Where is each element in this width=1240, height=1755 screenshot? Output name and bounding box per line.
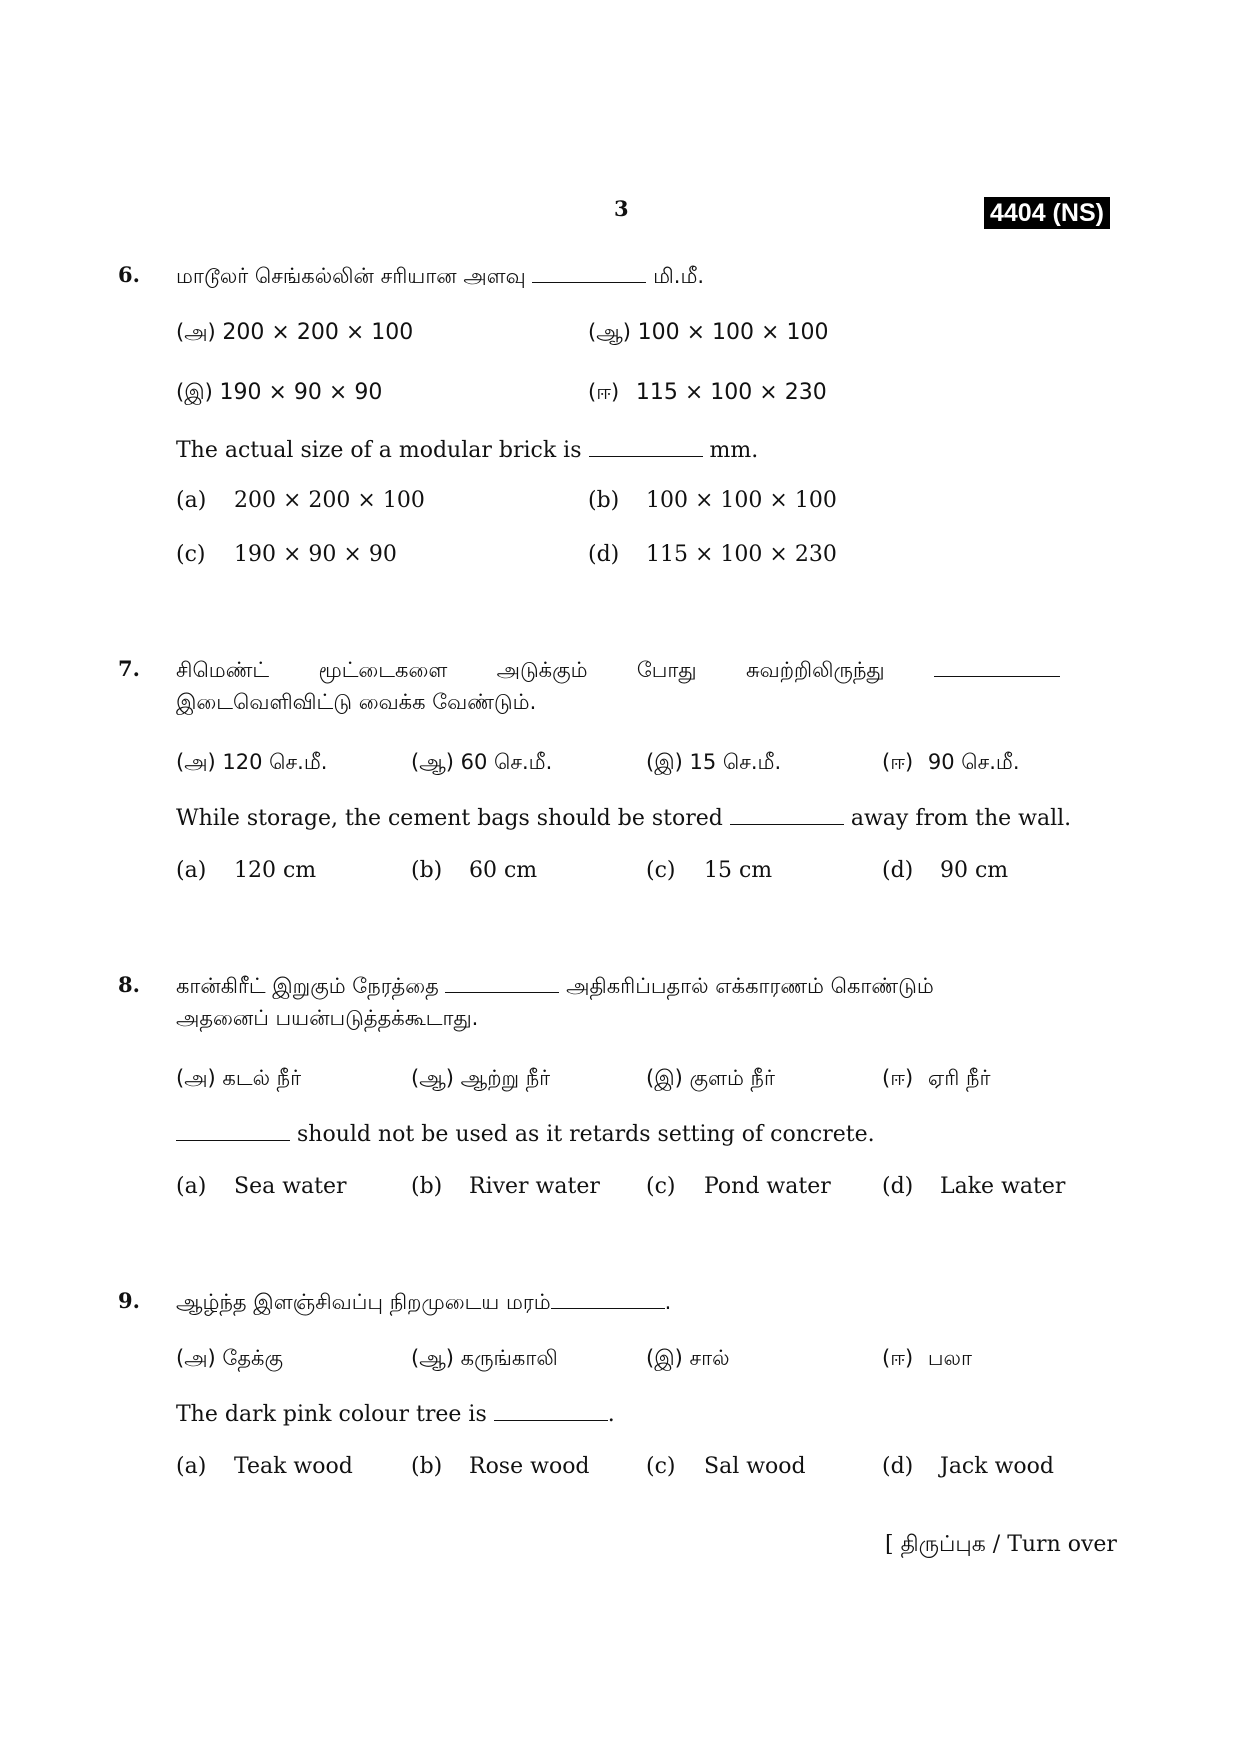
question-8-tamil-line-2: அதனைப் பயன்படுத்தக்கூடாது. <box>176 1006 479 1030</box>
question-7-tamil-option-2: (ஆ) 60 செ.மீ. <box>411 750 553 774</box>
answer-blank <box>532 262 646 283</box>
question-9-tamil-option-1: (அ) தேக்கு <box>176 1346 283 1370</box>
question-8-tamil-option-3: (இ) குளம் நீர் <box>646 1066 775 1090</box>
question-8-tamil-option-2: (ஆ) ஆற்று நீர் <box>411 1066 551 1090</box>
question-9-tamil-option-3: (இ) சால் <box>646 1346 730 1370</box>
turn-over-note: [ திருப்புக / Turn over <box>885 1532 1117 1557</box>
answer-blank <box>934 656 1060 677</box>
question-6-tamil-option-1: (அ) 200 × 200 × 100 <box>176 320 414 345</box>
question-7-tamil-option-1: (அ) 120 செ.மீ. <box>176 750 328 774</box>
question-8-option-a: (a) Sea water <box>176 1174 347 1199</box>
question-6-tamil-option-2: (ஆ) 100 × 100 × 100 <box>588 320 829 345</box>
question-7-tamil-line-2: இடைவெளிவிட்டு வைக்க வேண்டும். <box>176 690 537 714</box>
question-9-tamil-option-2: (ஆ) கருங்காலி <box>411 1346 558 1370</box>
page-number: 3 <box>614 196 629 221</box>
question-6-english-unit: mm. <box>709 438 759 463</box>
question-6-number: 6. <box>118 262 140 287</box>
question-6-tamil-option-4: (ஈ) 115 × 100 × 230 <box>588 380 827 405</box>
question-6-tamil-stem: மாடூலர் செங்கல்லின் சரியான அளவு <box>176 264 526 288</box>
question-8-number: 8. <box>118 972 140 997</box>
question-9-tamil-text: ஆழ்ந்த இளஞ்சிவப்பு நிறமுடைய மரம் . <box>176 1290 672 1314</box>
question-6-option-a: (a) 200 × 200 × 100 <box>176 488 425 513</box>
question-7-option-a: (a) 120 cm <box>176 858 317 883</box>
question-7-number: 7. <box>118 656 140 681</box>
question-9-option-c: (c) Sal wood <box>646 1454 806 1479</box>
question-9-english-text: The dark pink colour tree is . <box>176 1402 615 1427</box>
question-8-english-text: should not be used as it retards setting of concrete. <box>176 1120 875 1147</box>
question-6-option-b: (b) 100 × 100 × 100 <box>588 488 837 513</box>
question-9-option-d: (d) Jack wood <box>882 1454 1054 1479</box>
answer-blank <box>494 1400 608 1421</box>
question-7-option-c: (c) 15 cm <box>646 858 773 883</box>
question-8-tamil-option-1: (அ) கடல் நீர் <box>176 1066 302 1090</box>
question-7-tamil-option-4: (ஈ) 90 செ.மீ. <box>882 750 1020 774</box>
question-6-tamil-text <box>176 262 704 291</box>
question-7-tamil-option-3: (இ) 15 செ.மீ. <box>646 750 782 774</box>
question-6-option-d: (d) 115 × 100 × 230 <box>588 542 837 567</box>
answer-blank <box>445 972 559 993</box>
paper-code-badge: 4404 (NS) <box>984 197 1110 229</box>
question-6-english-text <box>176 436 758 463</box>
question-9-number: 9. <box>118 1288 140 1313</box>
answer-blank <box>551 1288 665 1309</box>
question-7-tamil-line-1: சிமெண்ட் மூட்டைகளை அடுக்கும் போது சுவற்றிலிருந்து <box>176 656 1060 685</box>
question-9-option-a: (a) Teak wood <box>176 1454 353 1479</box>
question-7-english-text: While storage, the cement bags should be stored away from the wall. <box>176 806 1072 831</box>
question-6-tamil-unit: மி.மீ. <box>653 264 705 288</box>
question-7-option-b: (b) 60 cm <box>411 858 538 883</box>
question-6-option-c: (c) 190 × 90 × 90 <box>176 542 397 567</box>
answer-blank <box>176 1120 290 1141</box>
question-8-option-c: (c) Pond water <box>646 1174 831 1199</box>
answer-blank <box>730 804 844 825</box>
question-7-option-d: (d) 90 cm <box>882 858 1009 883</box>
question-9-option-b: (b) Rose wood <box>411 1454 590 1479</box>
question-6-tamil-option-3: (இ) 190 × 90 × 90 <box>176 380 383 405</box>
question-8-option-b: (b) River water <box>411 1174 600 1199</box>
question-9-tamil-option-4: (ஈ) பலா <box>882 1346 972 1370</box>
question-8-option-d: (d) Lake water <box>882 1174 1066 1199</box>
question-6-english-stem: The actual size of a modular brick is <box>176 438 582 463</box>
question-8-tamil-option-4: (ஈ) ஏரி நீர் <box>882 1066 991 1090</box>
answer-blank <box>589 436 703 457</box>
question-8-tamil-line-1: கான்கிரீட் இறுகும் நேரத்தை அதிகரிப்பதால் எக்காரணம் கொண்டும் <box>176 974 934 998</box>
